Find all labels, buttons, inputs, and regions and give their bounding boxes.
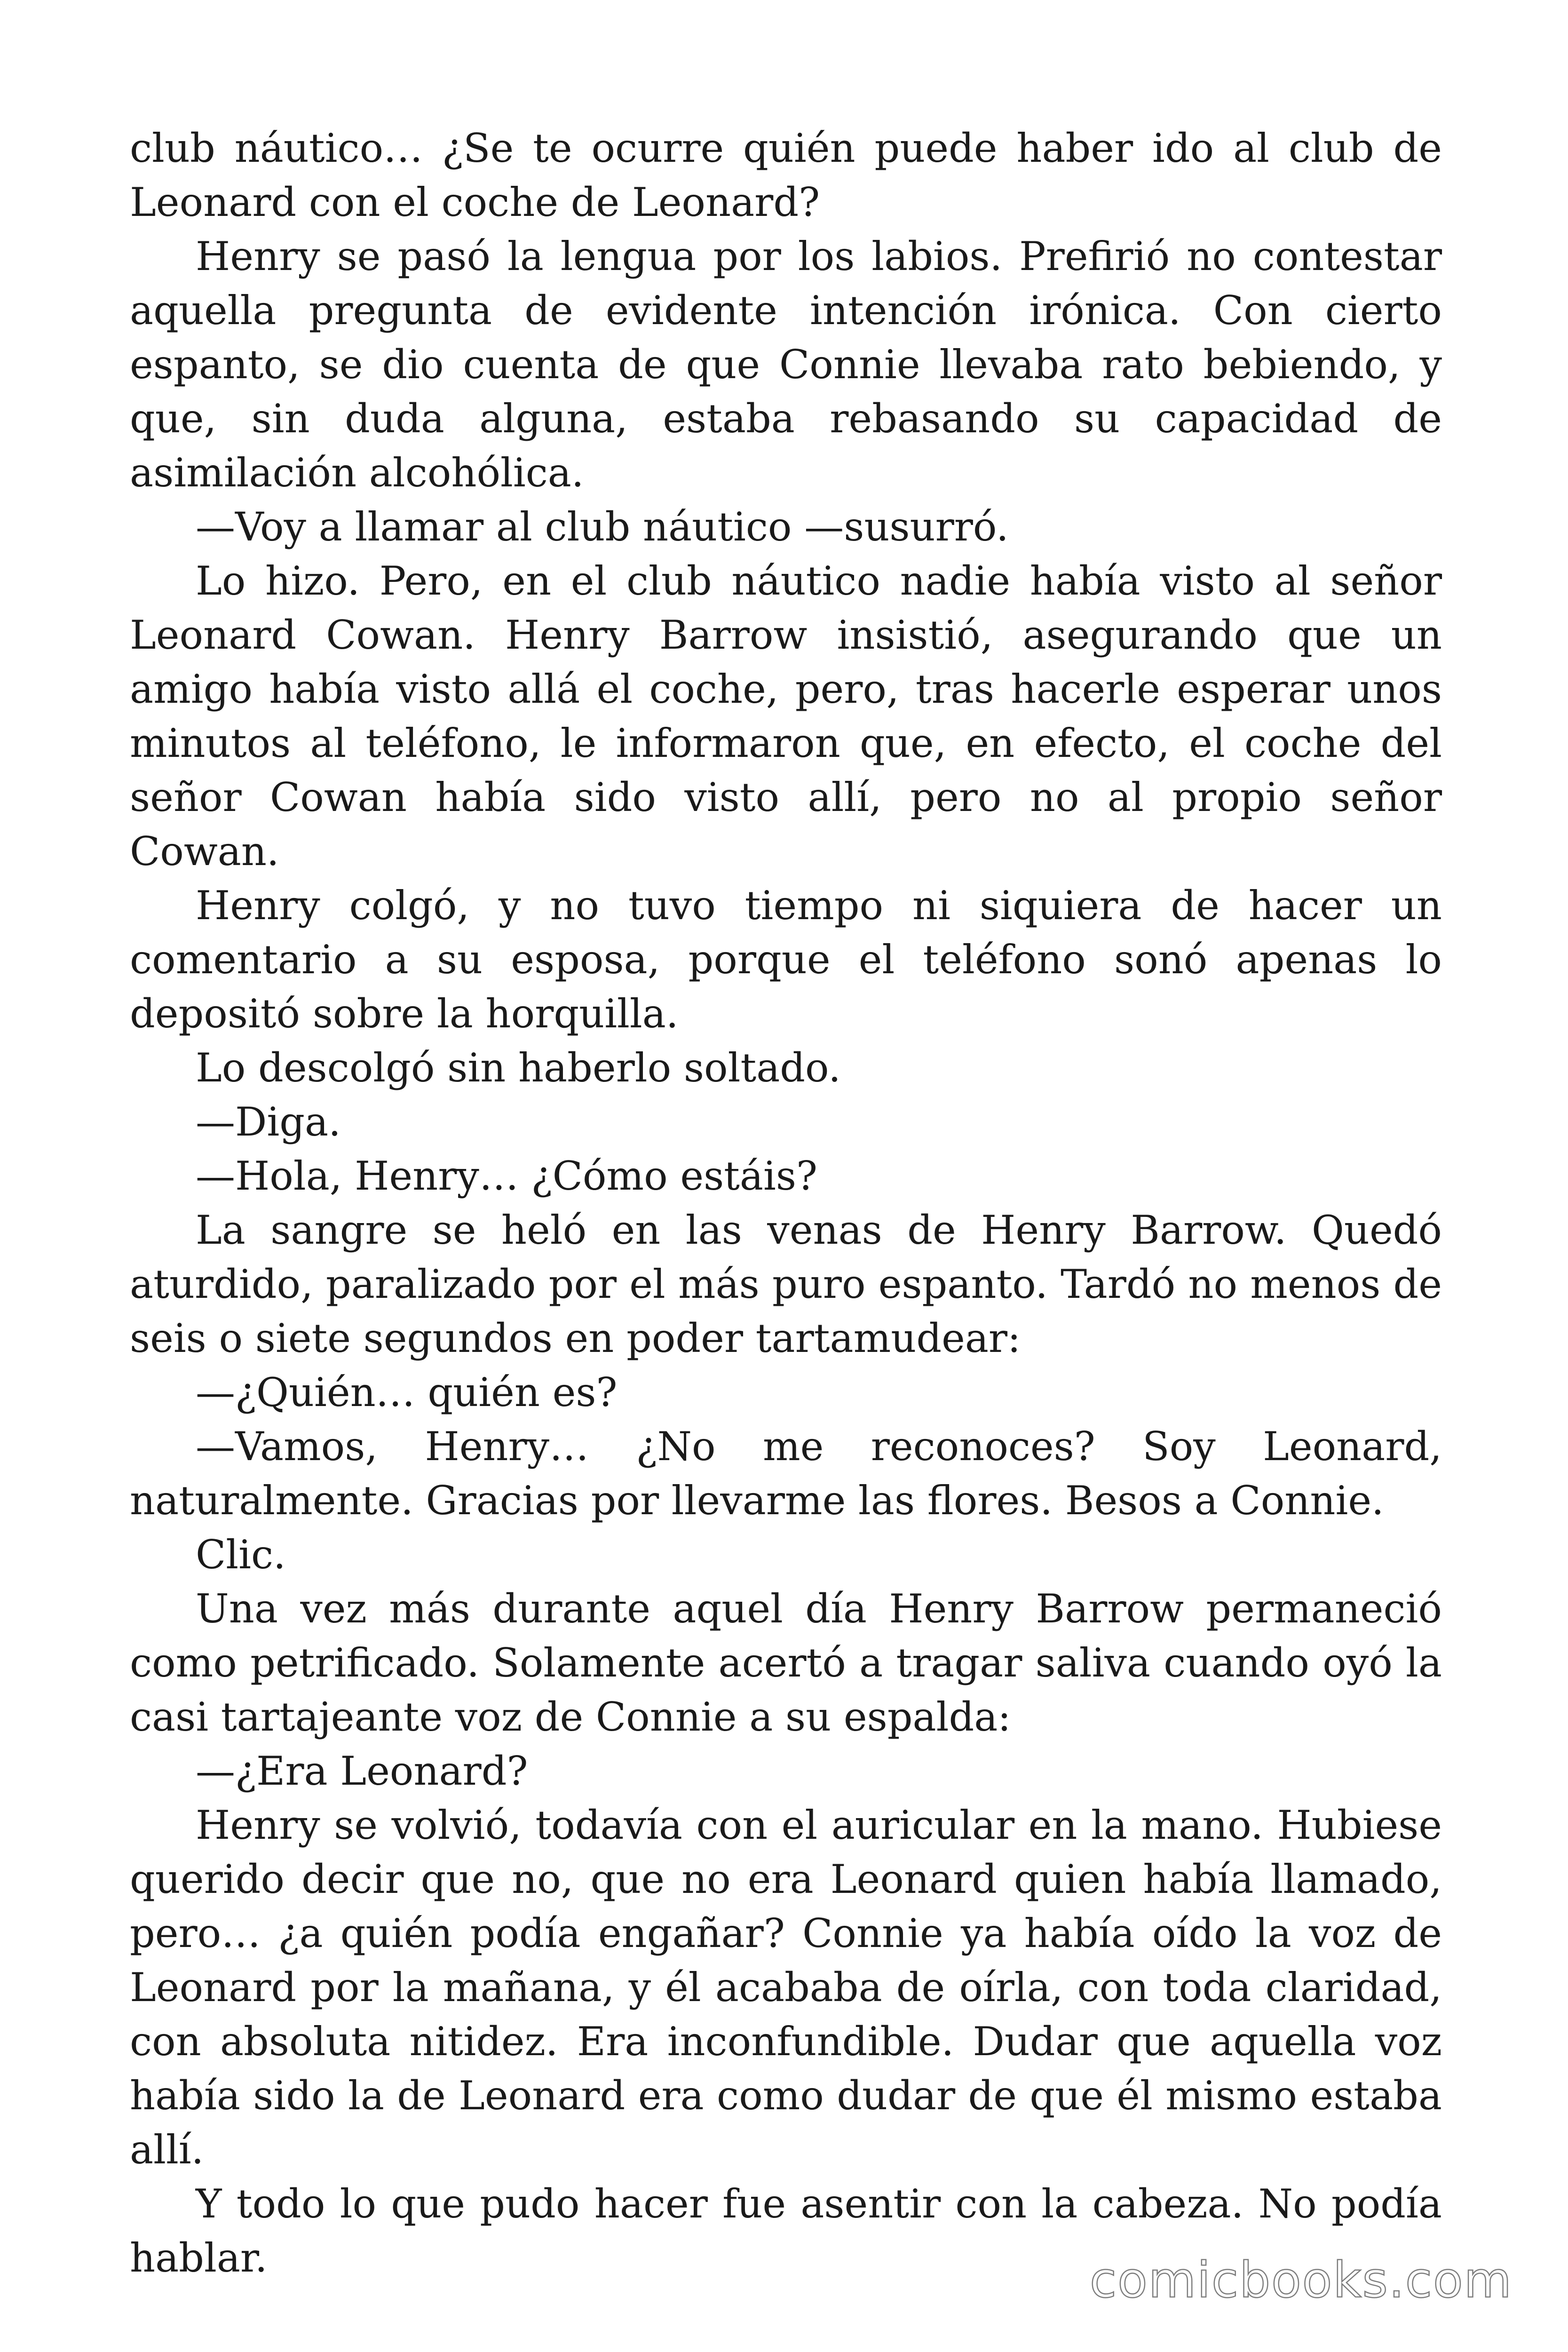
paragraph-8: —Hola, Henry… ¿Cómo estáis? [196,1153,818,1199]
paragraph-9: La sangre se heló en las venas de Henry Barrow. Quedó aturdido, paralizado por el más puro espanto. Tardó no menos de seis o siete segundos en poder tartamudear: [130,1207,1442,1361]
paragraph-2: Henry se pasó la lengua por los labios. Prefirió no contestar aquella pregunta de evidente intención irónica. Con cierto espanto, se dio cuenta de que Connie llevaba rato bebiendo, y que, sin duda alguna, estaba rebasando su capacidad de asimilación alcohólica. [130,233,1442,496]
paragraph-1: club náutico… ¿Se te ocurre quién puede haber ido al club de Leonard con el coche de Leonard? [130,125,1442,225]
paragraph-11: —Vamos, Henry… ¿No me reconoces? Soy Leonard, naturalmente. Gracias por llevarme las flores. Besos a Connie. [130,1423,1442,1524]
paragraph-4: Lo hizo. Pero, en el club náutico nadie había visto al señor Leonard Cowan. Henry Barrow insistió, asegurando que un amigo había visto allá el coche, pero, tras hacerle esperar unos minutos al teléfono, le informaron que, en efecto, el coche del señor Cowan había sido visto allí, pero no al propio señor Cowan. [130,558,1442,874]
paragraph-16: Y todo lo que pudo hacer fue asentir con la cabeza. No podía hablar. [130,2181,1442,2281]
paragraph-15: Henry se volvió, todavía con el auricular en la mano. Hubiese querido decir que no, que no era Leonard quien había llamado, pero… ¿a quién podía engañar? Connie ya había oído la voz de Leonard por la mañana, y él acababa de oírla, con toda claridad, con absoluta nitidez. Era inconfundible. Dudar que aquella voz había sido la de Leonard era como dudar de que él mismo estaba allí. [130,1802,1442,2173]
paragraph-14: —¿Era Leonard? [196,1748,528,1794]
body-text [130,121,1442,2285]
paragraph-7: —Diga. [196,1099,341,1145]
watermark: comicbooks.com [1089,2251,1513,2309]
paragraph-5: Henry colgó, y no tuvo tiempo ni siquiera de hacer un comentario a su esposa, porque el teléfono sonó apenas lo depositó sobre la horquilla. [130,882,1442,1037]
paragraph-12: Clic. [196,1532,286,1578]
paragraph-13: Una vez más durante aquel día Henry Barrow permaneció como petrificado. Solamente acertó a tragar saliva cuando oyó la casi tartajeante voz de Connie a su espalda: [130,1586,1442,1740]
paragraph-6: Lo descolgó sin haberlo soltado. [196,1045,841,1091]
paragraph-10: —¿Quién… quién es? [196,1369,618,1415]
paragraph-3: —Voy a llamar al club náutico —susurró. [196,504,1009,550]
